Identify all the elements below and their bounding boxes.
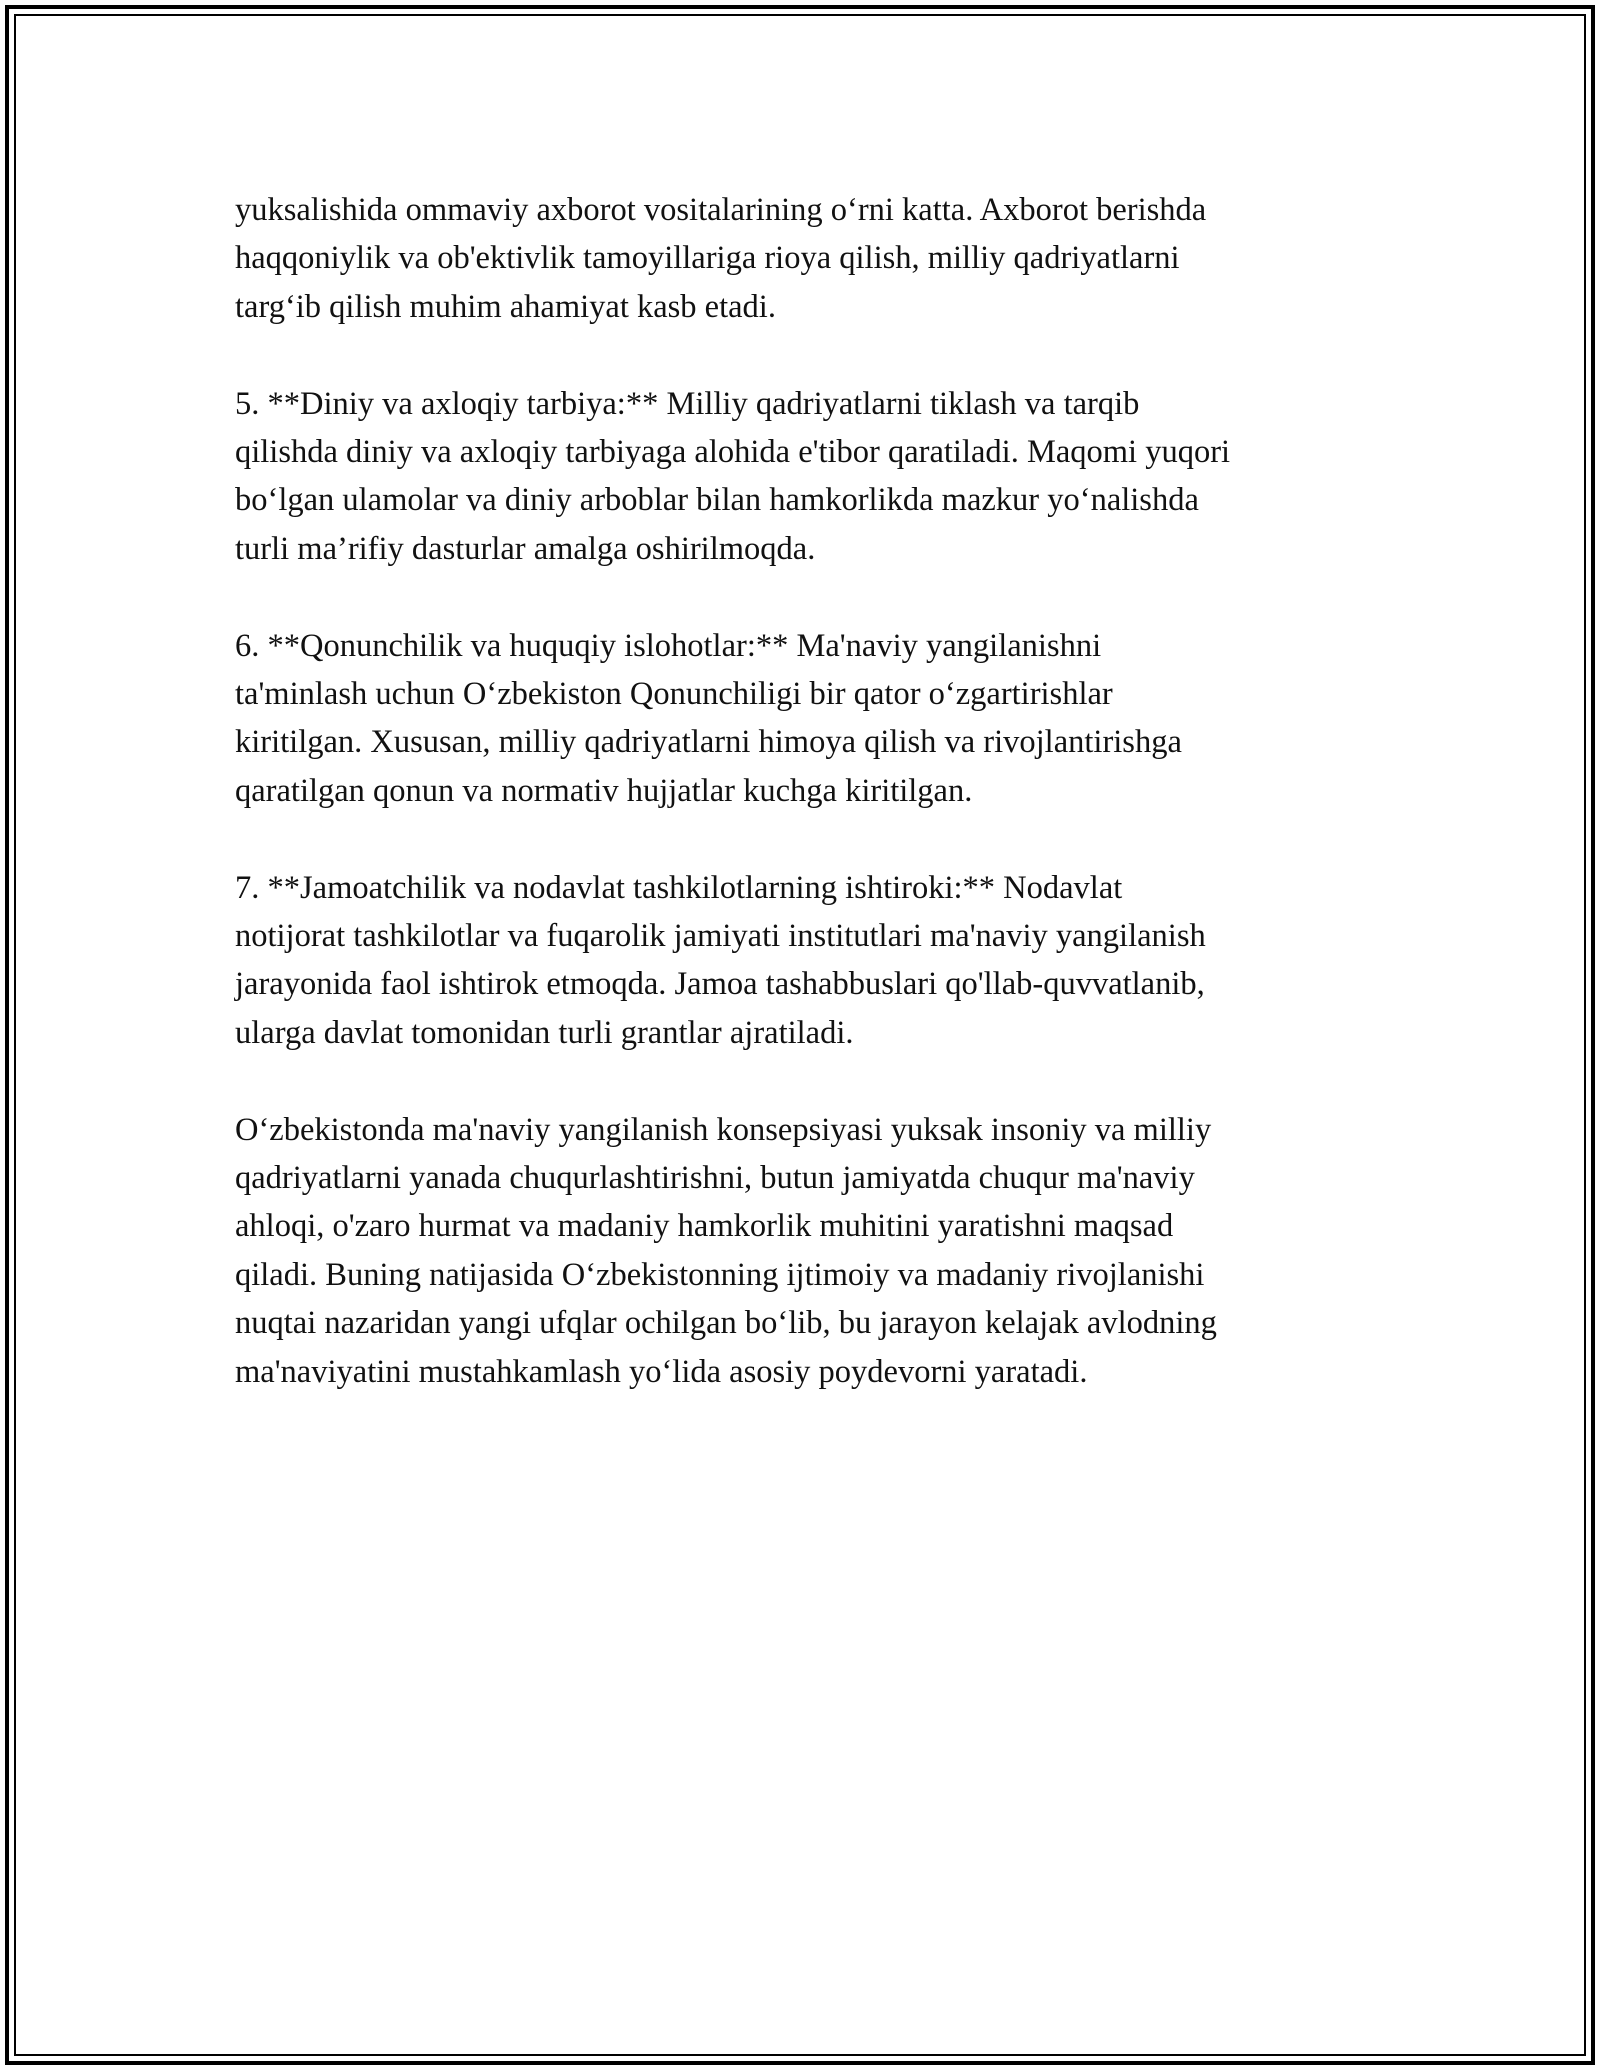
- paragraph-item-6-legal-reforms: 6. **Qonunchilik va huquqiy islohotlar:** Ma'naviy yangilanishni ta'minlash uchun O‘zbekiston Qonunchiligi bir qator o‘zgartirishlar kiritilgan. Xususan, milliy qadriyatlarni himoya qilish va rivojlantirishga qaratilgan qonun va normativ hujjatlar kuchga kiritilgan.: [235, 627, 1182, 809]
- paragraph-item-5-religious-education: 5. **Diniy va axloqiy tarbiya:** Milliy qadriyatlarni tiklash va tarqib qilishda diniy va axloqiy tarbiyaga alohida e'tibor qaratiladi. Maqomi yuqori bo‘lgan ulamolar va diniy arboblar bilan hamkorlikda mazkur yo‘nalishda turli ma’rifiy dasturlar amalga oshirilmoqda.: [235, 385, 1231, 567]
- paragraph-media-role: yuksalishida ommaviy axborot vositalarining o‘rni katta. Axborot berishda haqqoniylik va ob'ektivlik tamoyillariga rioya qilish, milliy qadriyatlarni targ‘ib qilish muhim ahamiyat kasb etadi.: [235, 192, 1207, 325]
- paragraph-item-7-ngo-participation: 7. **Jamoatchilik va nodavlat tashkilotlarning ishtiroki:** Nodavlat notijorat tashkilotlar va fuqarolik jamiyati institutlari ma'naviy yangilanish jarayonida faol ishtirok etmoqda. Jamoa tashabbuslari qo'llab-quvvatlanib, ularga davlat tomonidan turli grantlar ajratiladi.: [235, 869, 1206, 1051]
- document-body: [235, 186, 1365, 1444]
- paragraph-conclusion: O‘zbekistonda ma'naviy yangilanish konsepsiyasi yuksak insoniy va milliy qadriyatlarni yanada chuqurlashtirishni, butun jamiyatda chuqur ma'naviy ahloqi, o'zaro hurmat va madaniy hamkorlik muhitini yaratishni maqsad qiladi. Buning natijasida O‘zbekistonning ijtimoiy va madaniy rivojlanishi nuqtai nazaridan yangi ufqlar ochilgan bo‘lib, bu jarayon kelajak avlodning ma'naviyatini mustahkamlash yo‘lida asosiy poydevorni yaratadi.: [235, 1111, 1217, 1390]
